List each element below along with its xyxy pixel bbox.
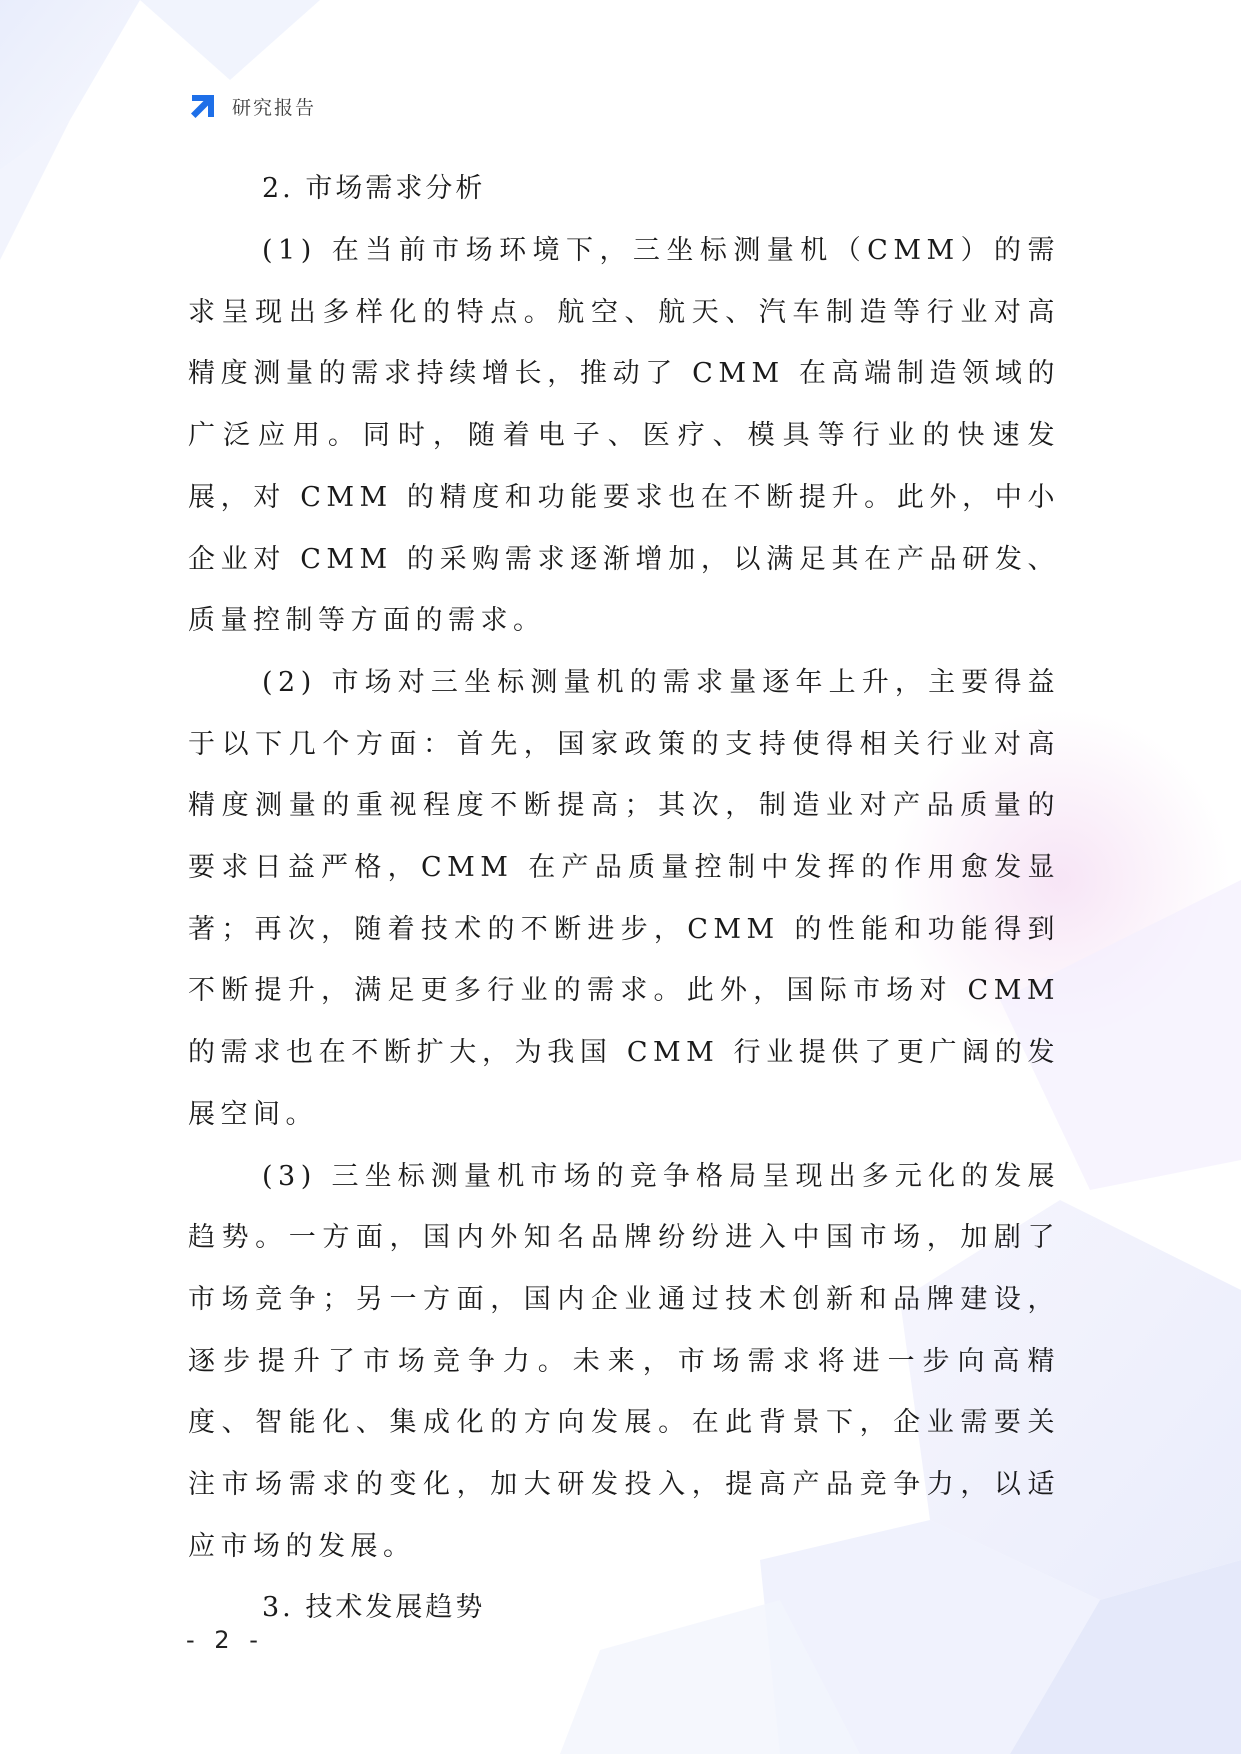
page-number: - 2 - [186, 1626, 264, 1654]
paragraph-1: (1) 在当前市场环境下，三坐标测量机（CMM）的需求呈现出多样化的特点。航空、航天、汽车制造等行业对高精度测量的需求持续增长，推动了 CMM 在高端制造领域的广泛应用。同时，随着电子、医疗、模具等行业的快速发展，对 CMM 的精度和功能要求也在不断提升。此外，中小企业对 CMM 的采购需求逐渐增加，以满足其在产品研发、质量控制等方面的需求。 [188, 235, 1060, 637]
header-title: 研究报告 [232, 96, 317, 119]
paragraph-3: (3) 三坐标测量机市场的竞争格局呈现出多元化的发展趋势。一方面，国内外知名品牌纷纷进入中国市场，加剧了市场竞争；另一方面，国内企业通过技术创新和品牌建设，逐步提升了市场竞争力。未来，市场需求将进一步向高精度、智能化、集成化的方向发展。在此背景下，企业需要关注市场需求的变化，加大研发投入，提高产品竞争力，以适应市场的发展。 [188, 1160, 1060, 1562]
section-heading-tech-trends: 3. 技术发展趋势 [262, 1592, 486, 1624]
arrow-up-right-icon [186, 89, 220, 123]
section-heading-market-demand: 2. 市场需求分析 [262, 173, 486, 204]
report-header [186, 88, 316, 124]
paragraph-2: (2) 市场对三坐标测量机的需求量逐年上升，主要得益于以下几个方面：首先，国家政策的支持使得相关行业对高精度测量的重视程度不断提高；其次，制造业对产品质量的要求日益严格，CMM 在产品质量控制中发挥的作用愈发显著；再次，随着技术的不断进步，CMM 的性能和功能得到不断提升，满足更多行业的需求。此外，国际市场对 CMM 的需求也在不断扩大，为我国 CMM 行业提供了更广阔的发展空间。 [188, 666, 1060, 1130]
document-body [188, 158, 1060, 1639]
